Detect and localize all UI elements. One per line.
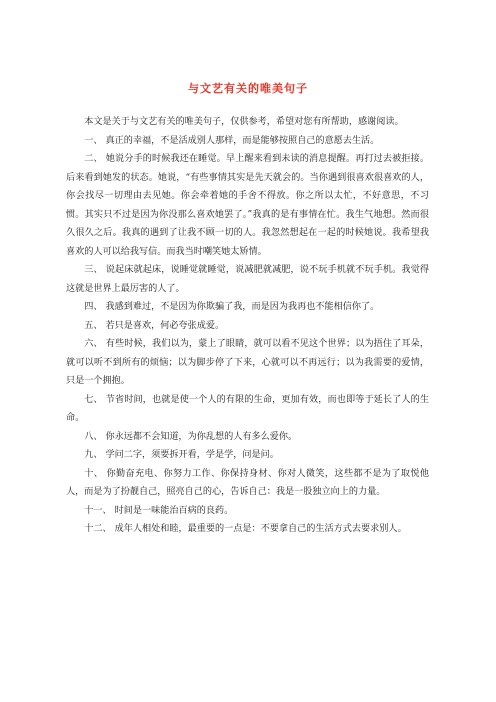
- list-item: 三、 说起床就起床，说睡觉就睡觉，说减肥就减肥，说不玩手机就不玩手机。我觉得这就是世界上最厉害的人了。: [66, 265, 429, 294]
- list-item: 六、 有些时候，我们以为，蒙上了眼睛，就可以看不见这个世界；以为捂住了耳朵，就可以听不到所有的烦恼；以为脚步停了下来，心就可以不再远行；以为我需要的爱情，只是一个拥抱。: [66, 339, 429, 386]
- list-item: 十一、 时间是一味能治百病的良药。: [84, 505, 234, 516]
- list-item: 四、 我感到难过，不是因为你欺骗了我，而是因为我再也不能相信你了。: [84, 302, 380, 312]
- document-title: 与文艺有关的唯美句子: [188, 82, 308, 95]
- list-item: 七、 节省时间，也就是使一个人的有限的生命，更加有效，而也即等于延长了人的生命。: [66, 394, 429, 423]
- list-item: 五、 若只是喜欢，何必夸张成爱。: [84, 320, 225, 331]
- list-item: 十二、 成年人相处和睦，最重要的一点是：不要拿自己的生活方式去要求别人。: [84, 524, 407, 534]
- list-item: 九、 学问二字，须要拆开看，学是学，问是问。: [84, 450, 279, 460]
- document-body: [66, 113, 429, 539]
- list-item: 八、 你永远都不会知道，为你乱想的人有多么爱你。: [84, 431, 298, 442]
- list-item: 十、 你勤奋充电、你努力工作、你保持身材、你对人微笑，这些都不是为了取悦他人，而是为了扮靓自己，照亮自己的心，告诉自己：我是一股独立向上的力量。: [66, 468, 429, 497]
- list-item: 一、 真正的幸福，不是活成别人那样，而是能够按照自己的意愿去生活。: [84, 135, 380, 146]
- list-item: 二、 她说分手的时候我还在睡觉。早上醒来看到未读的消息提醒。再打过去被拒接。后来看到她发的状态。她说，“有些事情其实是先天就会的。当你遇到很喜欢很喜欢的人，你会找尽一切理由去见她。你会牵着她的手舍不得放。你之所以太忙，不好意思，不习惯。其实只不过是因为你没那么喜欢她罢了。”我真的是有事情在忙。我生气地想。然而很久很久之后。我真的遇到了让我不顾一切的人。我忽然想起在一起的时候她说。我希望我喜欢的人可以给我写信。而我当时嘲笑她太矫情。: [66, 154, 429, 257]
- intro-paragraph: 本文是关于与文艺有关的唯美句子，仅供参考，希望对您有所帮助，感谢阅读。: [84, 117, 404, 127]
